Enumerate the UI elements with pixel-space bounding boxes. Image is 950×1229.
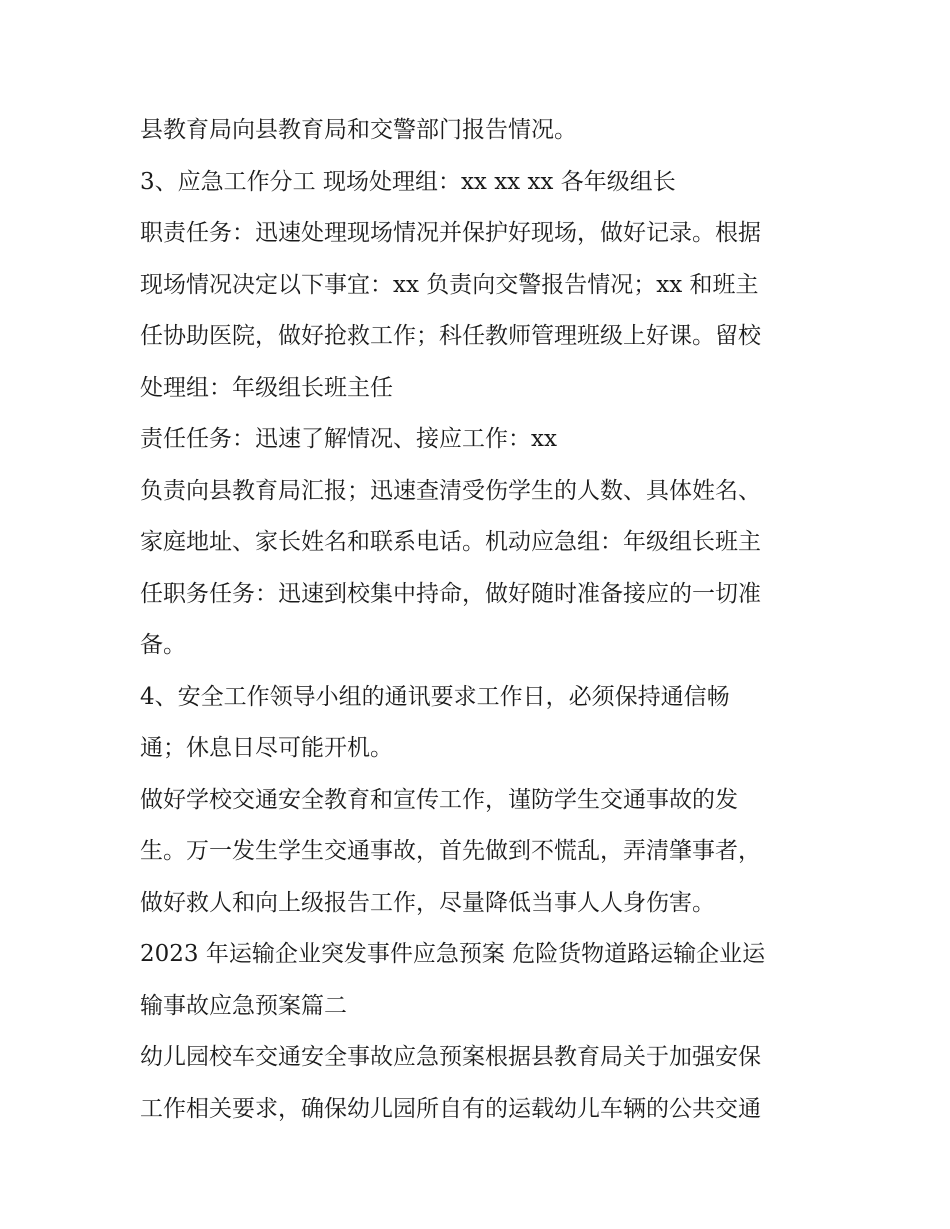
document-body — [140, 105, 830, 1135]
text-line: 生。万一发生学生交通事故，首先做到不慌乱，弄清肇事者， — [140, 838, 761, 864]
section-heading-line: 输事故应急预案篇二 — [140, 992, 347, 1019]
text-line: 任职务任务：迅速到校集中持命，做好随时准备接应的一切准 — [140, 580, 761, 607]
text-line: 家庭地址、家长姓名和联系电话。机动应急组：年级组长班主 — [140, 529, 761, 555]
text-line: 4、安全工作领导小组的通讯要求工作日，必须保持通信畅 — [140, 683, 730, 710]
text-line: 责任任务：迅速了解情况、接应工作：xx — [140, 426, 557, 452]
text-line: 通；休息日尽可能开机。 — [140, 735, 393, 761]
text-line: 幼儿园校车交通安全事故应急预案根据县教育局关于加强安保 — [140, 1044, 761, 1070]
text-line: 备。 — [140, 632, 186, 658]
text-line: 任协助医院，做好抢救工作；科任教师管理班级上好课。留校 — [140, 323, 761, 349]
section-heading-line: 2023 年运输企业突发事件应急预案 危险货物道路运输企业运 — [140, 941, 766, 967]
text-line: 3、应急工作分工 现场处理组：xx xx xx 各年级组长 — [140, 168, 676, 195]
text-line: 处理组：年级组长班主任 — [140, 374, 393, 401]
text-line: 负责向县教育局汇报；迅速查清受伤学生的人数、具体姓名、 — [140, 477, 761, 504]
text-line: 县教育局向县教育局和交警部门报告情况。 — [140, 117, 577, 143]
text-line: 现场情况决定以下事宜：xx 负责向交警报告情况；xx 和班主 — [140, 271, 759, 298]
text-line: 工作相关要求，确保幼儿园所自有的运载幼儿车辆的公共交通 — [140, 1095, 761, 1122]
text-line: 职责任务：迅速处理现场情况并保护好现场，做好记录。根据 — [140, 220, 761, 246]
text-line: 做好学校交通安全教育和宣传工作，谨防学生交通事故的发 — [140, 786, 738, 813]
text-line: 做好救人和向上级报告工作，尽量降低当事人人身伤害。 — [140, 889, 715, 916]
